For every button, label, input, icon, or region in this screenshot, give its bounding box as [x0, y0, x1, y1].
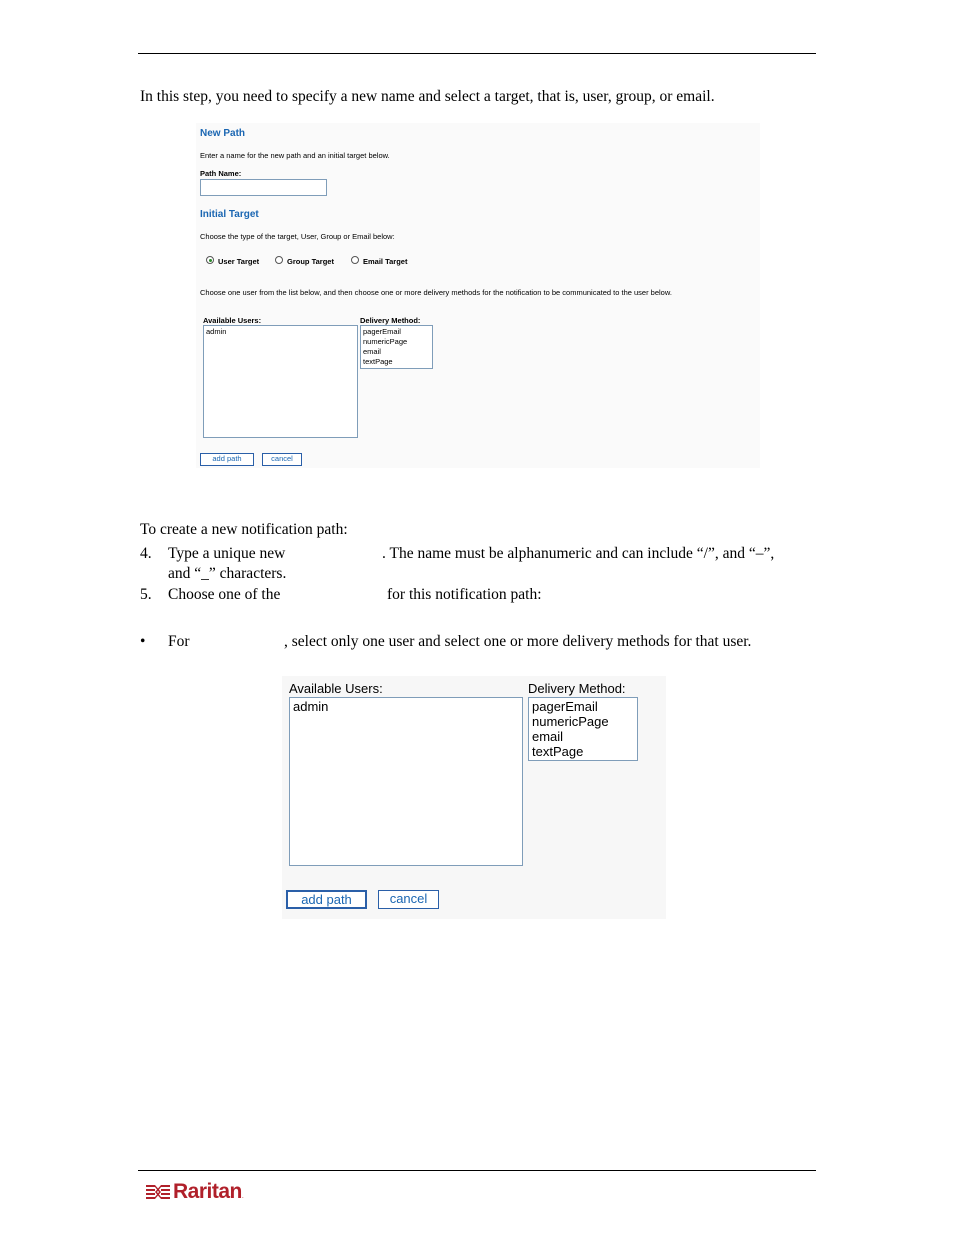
add-path-button[interactable]: add path [286, 890, 367, 909]
new-path-description: Enter a name for the new path and an initial target below. [200, 151, 390, 160]
bullet-symbol: • [140, 633, 146, 650]
list-item[interactable]: email [363, 347, 381, 356]
delivery-method-list[interactable] [360, 325, 433, 369]
footer-rule [138, 1170, 816, 1171]
delivery-method-label: Delivery Method: [360, 316, 421, 325]
list-item[interactable]: textPage [532, 744, 584, 759]
step-4-text-a: Type a unique new [168, 545, 286, 562]
user-target-label: User Target [218, 257, 260, 266]
bullet-text-b: , select only one user and select one or more delivery methods for that user. [284, 633, 752, 650]
list-item[interactable]: textPage [363, 357, 393, 366]
add-path-button[interactable]: add path [200, 453, 254, 466]
path-name-label: Path Name: [200, 169, 242, 178]
user-target-radio[interactable] [206, 256, 214, 264]
logo-mark: . [241, 1193, 244, 1200]
step-4-text-b: . The name must be alphanumeric and can include “/”, and “–”, [382, 545, 775, 562]
available-users-label: Available Users: [289, 681, 383, 696]
email-target-label: Email Target [363, 257, 408, 266]
step-4-number: 4. [140, 545, 152, 562]
step-5-text-b: for this notification path: [387, 586, 542, 603]
initial-target-heading: Initial Target [200, 209, 259, 220]
logo-wordmark: Raritan [173, 1180, 242, 1203]
available-users-list[interactable] [203, 325, 358, 438]
step-4-text-c: and “_” characters. [168, 565, 287, 582]
path-name-input[interactable] [200, 179, 327, 196]
intro-paragraph: In this step, you need to specify a new name and select a target, that is, user, group, or email. [140, 88, 715, 105]
bullet-text-a: For [168, 633, 190, 650]
user-target-screenshot [282, 676, 666, 919]
new-path-title: New Path [200, 128, 246, 139]
header-rule [138, 53, 816, 54]
cancel-button[interactable]: cancel [378, 890, 439, 909]
choose-user-description: Choose one user from the list below, and then choose one or more delivery methods for the notification to be communicated to the user below. [200, 288, 672, 297]
list-item[interactable]: numericPage [363, 337, 408, 346]
group-target-label: Group Target [287, 257, 334, 266]
available-users-list[interactable] [289, 697, 523, 866]
delivery-method-label: Delivery Method: [528, 681, 626, 696]
delivery-method-list[interactable] [528, 697, 638, 761]
raritan-emblem-icon [146, 1183, 170, 1201]
new-path-form-screenshot [196, 123, 760, 468]
list-item[interactable]: pagerEmail [532, 699, 598, 714]
target-description: Choose the type of the target, User, Group or Email below: [200, 232, 395, 241]
list-item[interactable]: admin [206, 327, 227, 336]
list-item[interactable]: pagerEmail [363, 327, 401, 336]
email-target-radio[interactable] [351, 256, 359, 264]
available-users-label: Available Users: [203, 316, 262, 325]
step-5-number: 5. [140, 586, 152, 603]
instructions-lead: To create a new notification path: [140, 521, 348, 538]
list-item[interactable]: admin [293, 699, 329, 714]
raritan-logo [146, 1178, 244, 1206]
list-item[interactable]: email [532, 729, 564, 744]
cancel-button[interactable]: cancel [262, 453, 302, 466]
list-item[interactable]: numericPage [532, 714, 609, 729]
step-5-text-a: Choose one of the [168, 586, 281, 603]
group-target-radio[interactable] [275, 256, 283, 264]
